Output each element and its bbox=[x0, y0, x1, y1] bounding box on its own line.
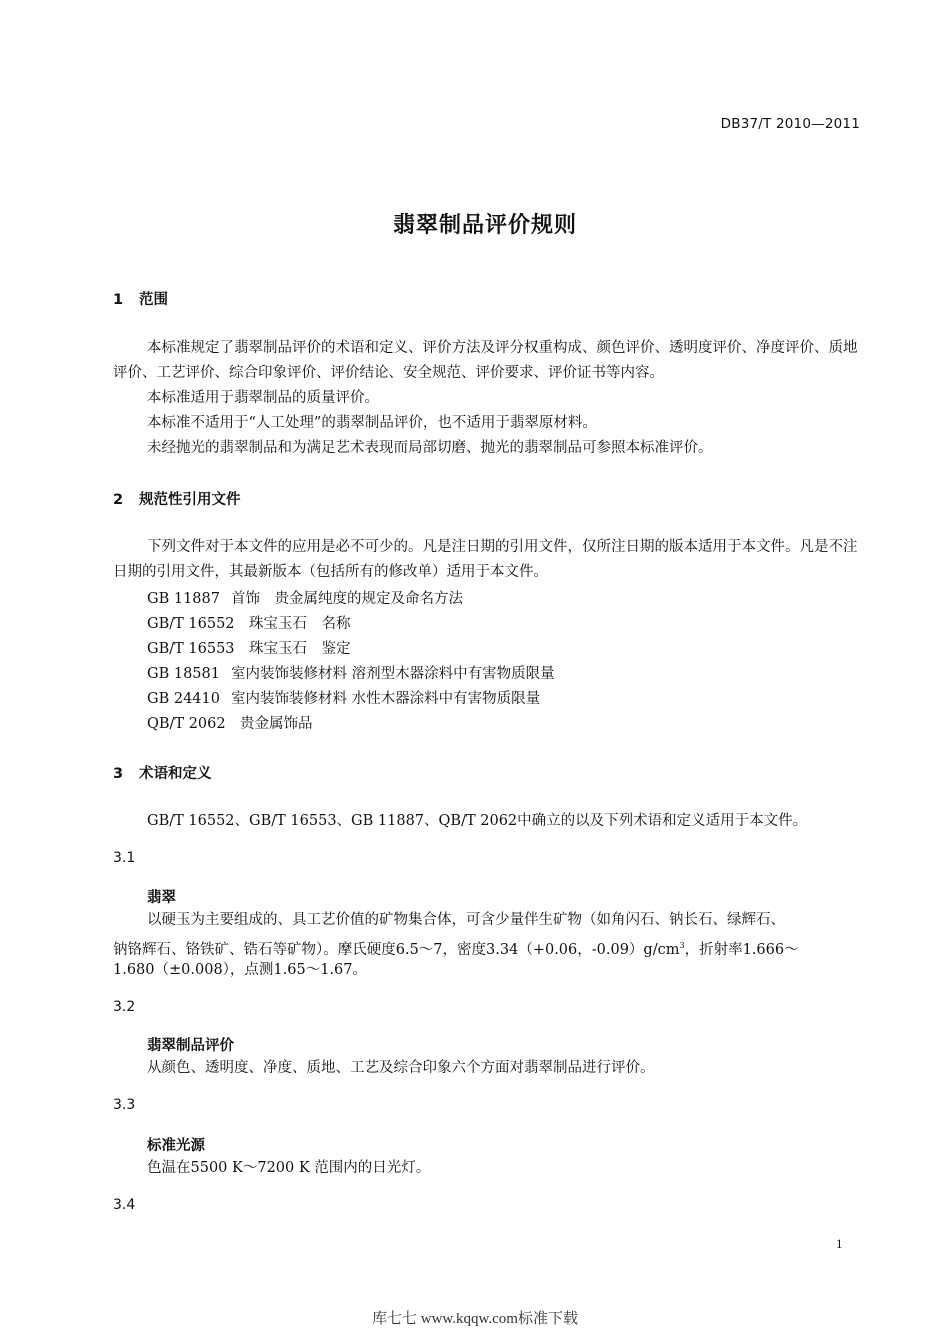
watermark-text: 库七七 www.kqqw.com标准下载 bbox=[372, 1311, 578, 1327]
reference-item bbox=[147, 612, 351, 633]
reference-code: GB 11887 bbox=[147, 591, 220, 607]
superscript: 3 bbox=[679, 941, 685, 950]
section-3-heading bbox=[113, 762, 212, 783]
terms-intro: GB/T 16552、GB/T 16553、GB 11887、QB/T 2062中确立的以及下列术语和定义适用于本文件。 bbox=[147, 813, 808, 829]
section-number: 3 bbox=[113, 766, 124, 782]
reference-item bbox=[147, 712, 313, 733]
reference-title: 珠宝玉石 名称 bbox=[249, 616, 351, 632]
reference-code: GB/T 16552 bbox=[147, 616, 235, 632]
reference-code: GB/T 16553 bbox=[147, 641, 235, 657]
section-title: 术语和定义 bbox=[139, 766, 212, 782]
reference-item bbox=[147, 687, 540, 708]
section-number: 2 bbox=[113, 492, 124, 508]
section-number: 1 bbox=[113, 292, 124, 308]
reference-title: 珠宝玉石 鉴定 bbox=[249, 641, 351, 657]
definition-text: 钠铬辉石、铬铁矿、锆石等矿物）。摩氏硬度6.5～7，密度3.34（+0.06，-0.09）g/cm bbox=[113, 941, 680, 958]
term-definition-line: 1.680（±0.008），点测1.65～1.67。 bbox=[113, 962, 367, 978]
clause-number: 3.1 bbox=[113, 850, 136, 866]
reference-item bbox=[147, 587, 463, 608]
references-intro: 下列文件对于本文件的应用是必不可少的。凡是注日期的引用文件，仅所注日期的版本适用于本文件。凡是不注日期的引用文件，其最新版本（包括所有的修改单）适用于本文件。 bbox=[113, 539, 858, 580]
reference-item bbox=[147, 637, 351, 658]
term-definition-line: 色温在5500 K～7200 K 范围内的日光灯。 bbox=[147, 1160, 431, 1176]
reference-code: GB 18581 bbox=[147, 666, 220, 682]
term-title: 标准光源 bbox=[147, 1138, 205, 1154]
term-definition-line: 以硬玉为主要组成的、具工艺价值的矿物集合体，可含少量伴生矿物（如角闪石、钠长石、绿辉石、 bbox=[147, 912, 785, 928]
scope-paragraph-4: 未经抛光的翡翠制品和为满足艺术表现而局部切磨、抛光的翡翠制品可参照本标准评价。 bbox=[147, 440, 713, 456]
scope-paragraph-1: 本标准规定了翡翠制品评价的术语和定义、评价方法及评分权重构成、颜色评价、透明度评价、净度评价、质地评价、工艺评价、综合印象评价、评价结论、安全规范、评价要求、评价证书等内容。 bbox=[113, 340, 858, 381]
scope-paragraph-2: 本标准适用于翡翠制品的质量评价。 bbox=[147, 390, 379, 406]
term-definition-line: 从颜色、透明度、净度、质地、工艺及综合印象六个方面对翡翠制品进行评价。 bbox=[147, 1060, 655, 1076]
reference-title: 室内装饰装修材料 溶剂型木器涂料中有害物质限量 bbox=[231, 666, 555, 682]
term-title: 翡翠 bbox=[147, 890, 176, 906]
clause-number: 3.3 bbox=[113, 1097, 136, 1113]
section-1-heading bbox=[113, 288, 168, 309]
document-code: DB37/T 2010—2011 bbox=[720, 116, 860, 132]
reference-title: 贵金属饰品 bbox=[240, 716, 313, 732]
reference-code: QB/T 2062 bbox=[147, 716, 226, 732]
term-title: 翡翠制品评价 bbox=[147, 1038, 234, 1054]
reference-title: 首饰 贵金属纯度的规定及命名方法 bbox=[231, 591, 463, 607]
reference-code: GB 24410 bbox=[147, 691, 220, 707]
reference-item bbox=[147, 662, 555, 683]
page-title: 翡翠制品评价规则 bbox=[392, 213, 577, 238]
section-2-heading bbox=[113, 488, 241, 509]
clause-number: 3.2 bbox=[113, 999, 136, 1015]
clause-number: 3.4 bbox=[113, 1197, 136, 1213]
reference-title: 室内装饰装修材料 水性木器涂料中有害物质限量 bbox=[231, 691, 541, 707]
section-title: 规范性引用文件 bbox=[139, 492, 241, 508]
page-number: 1 bbox=[836, 1236, 843, 1251]
scope-paragraph-3: 本标准不适用于“人工处理”的翡翠制品评价，也不适用于翡翠原材料。 bbox=[147, 415, 597, 431]
definition-text: ，折射率1.666～ bbox=[684, 941, 799, 958]
section-title: 范围 bbox=[139, 292, 168, 308]
